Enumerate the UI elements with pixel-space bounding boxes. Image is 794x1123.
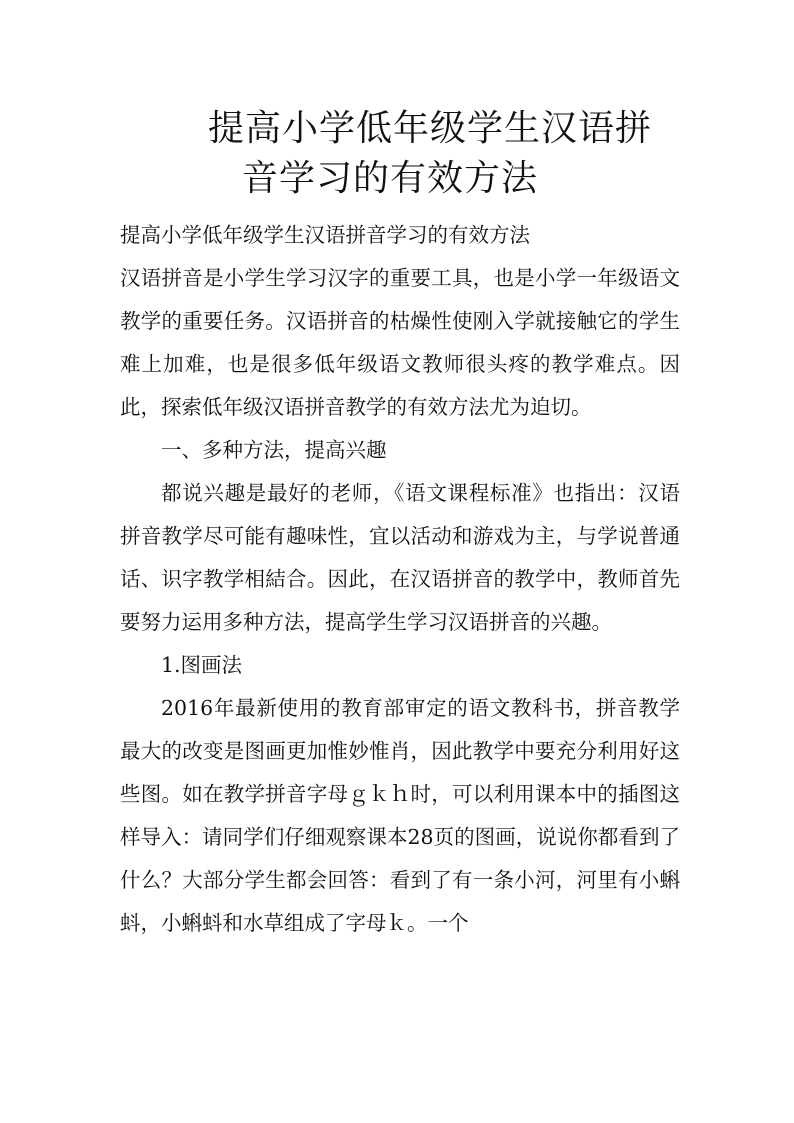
document-body (120, 214, 680, 945)
section-heading-1: 一、多种方法，提高兴趣 (161, 438, 387, 462)
paragraph-interest: 都说兴趣是最好的老师，《语文课程标准》也指出：汉语拼音教学尽可能有趣味性，宜以活动和游戏为主，与学说普通话、识字教学相結合。因此，在汉语拼音的教学中，教师首先要努力运用多种方法，提高学生学习汉语拼音的兴趣。 (120, 481, 680, 634)
document-title-line-2: 音学习的有效方法 (241, 158, 538, 199)
paragraph-intro: 汉语拼音是小学生学习汉字的重要工具，也是小学一年级语文教学的重要任务。汉语拼音的枯燥性使刚入学就接触它的学生难上加难，也是很多低年级语文教师很头疼的教学难点。因此，探索低年级汉语拼音教学的有效方法尤为迫切。 (120, 266, 680, 419)
subsection-heading-picture-method: 1.图画法 (161, 653, 243, 677)
paragraph-picture-method: 2016年最新使用的教育部审定的语文教科书，拼音教学最大的改变是图画更加惟妙惟肖，因此教学中要充分利用好这些图。如在教学拼音字母ｇｋｈ时，可以利用课本中的插图这样导入：请同学们仔细观察课本28页的图画，说说你都看到了什么？大部分学生都会回答：看到了有一条小河，河里有小蝌蚪，小蝌蚪和水草组成了字母ｋ。一个 (120, 696, 680, 935)
paragraph-subtitle: 提高小学低年级学生汉语拼音学习的有效方法 (120, 223, 530, 247)
document-title-line-1: 提高小学低年级学生汉语拼 (207, 108, 652, 149)
